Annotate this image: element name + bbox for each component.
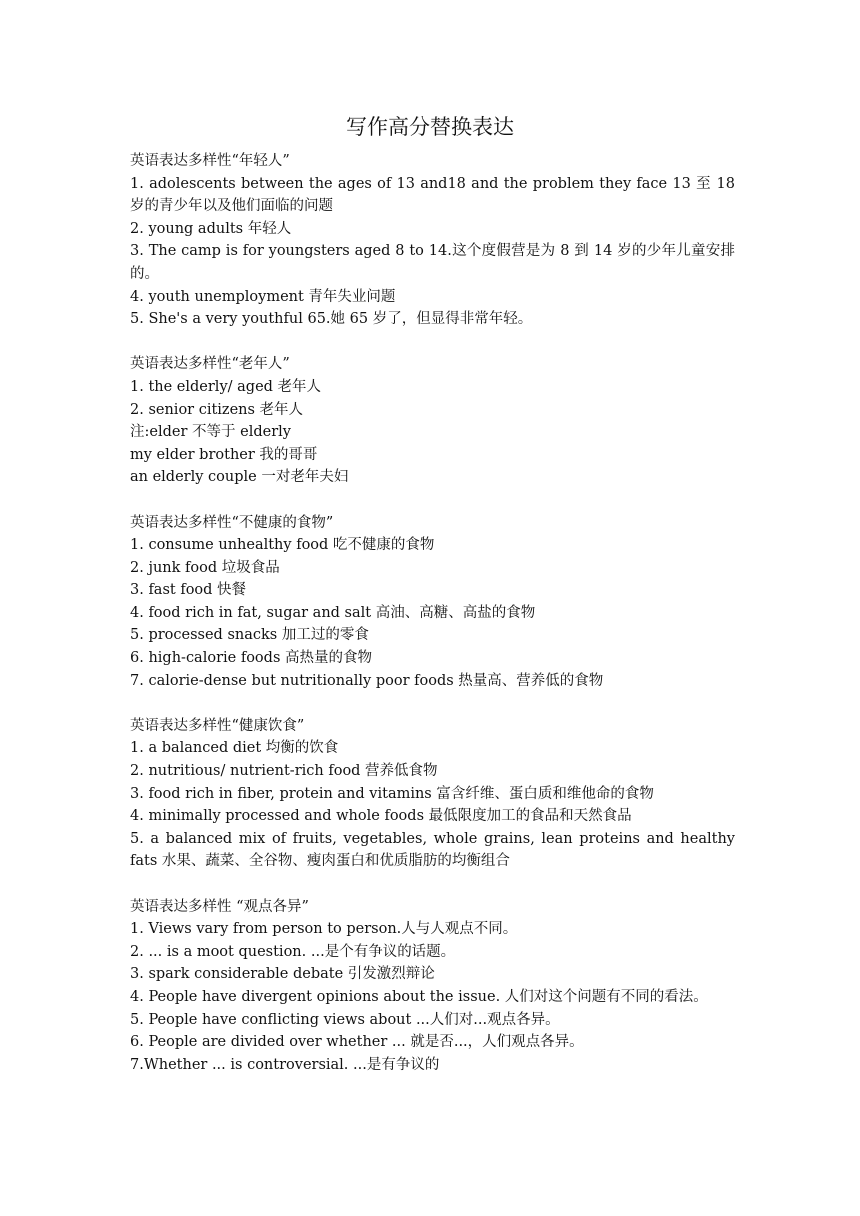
section-heading: 英语表达多样性“不健康的食物”	[130, 514, 334, 531]
page-title: 写作高分替换表达	[346, 115, 514, 139]
section-heading: 英语表达多样性“健康饮食”	[130, 717, 305, 734]
section-unhealthy-food	[130, 512, 735, 693]
list-item: 5. People have conflicting views about ...人们对...观点各异。	[130, 1011, 560, 1028]
list-item: 3. spark considerable debate 引发激烈辩论	[130, 966, 435, 983]
list-item: 1. Views vary from person to person.人与人观点不同。	[130, 921, 518, 938]
list-item: 7.Whether ... is controversial. ...是有争议的	[130, 1056, 440, 1073]
list-item: 6. People are divided over whether ... 就是否...，人们观点各异。	[130, 1034, 584, 1051]
list-item: 1. consume unhealthy food 吃不健康的食物	[130, 537, 435, 554]
section-heading: 英语表达多样性“年轻人”	[130, 153, 290, 169]
list-item: 5. She's a very youthful 65.她 65 岁了，但显得非常年轻。	[130, 311, 533, 328]
section-divergent-views	[130, 896, 735, 1077]
section-healthy-diet	[130, 715, 735, 873]
list-item: 4. food rich in fat, sugar and salt 高油、高糖、高盐的食物	[130, 604, 536, 621]
list-item: 4. People have divergent opinions about the issue. 人们对这个问题有不同的看法。	[130, 988, 708, 1005]
document-body	[130, 150, 735, 1099]
list-item: 1. adolescents between the ages of 13 and18 and the problem they face 13 至 18 岁的青少年以及他们面临的问题	[130, 175, 735, 215]
section-elderly	[130, 353, 735, 489]
list-item: 3. food rich in fiber, protein and vitamins 富含纤维、蛋白质和维他命的食物	[130, 785, 654, 802]
list-item: 7. calorie-dense but nutritionally poor foods 热量高、营养低的食物	[130, 672, 604, 689]
list-item: 6. high-calorie foods 高热量的食物	[130, 650, 372, 667]
list-item: 2. young adults 年轻人	[130, 220, 292, 237]
list-item: 3. fast food 快餐	[130, 582, 247, 599]
list-item: 注:elder 不等于 elderly	[130, 424, 291, 441]
section-heading: 英语表达多样性“老年人”	[130, 356, 290, 373]
list-item: 5. a balanced mix of fruits, vegetables, whole grains, lean proteins and healthy fats 水果、蔬菜、全谷物、瘦肉蛋白和优质脂肪的均衡组合	[130, 830, 735, 870]
list-item: an elderly couple 一对老年夫妇	[130, 469, 349, 486]
list-item: 2. junk food 垃圾食品	[130, 559, 280, 576]
list-item: 5. processed snacks 加工过的零食	[130, 627, 369, 644]
list-item: 2. ... is a moot question. ...是个有争议的话题。	[130, 943, 456, 960]
list-item: 2. senior citizens 老年人	[130, 401, 304, 418]
list-item: 4. minimally processed and whole foods 最低限度加工的食品和天然食品	[130, 808, 632, 825]
list-item: 3. The camp is for youngsters aged 8 to 14.这个度假营是为 8 到 14 岁的少年儿童安排的。	[130, 243, 735, 282]
list-item: 1. the elderly/ aged 老年人	[130, 378, 322, 395]
list-item: my elder brother 我的哥哥	[130, 446, 318, 463]
section-heading: 英语表达多样性 “观点各异”	[130, 898, 309, 915]
list-item: 4. youth unemployment 青年失业问题	[130, 288, 396, 305]
list-item: 2. nutritious/ nutrient-rich food 营养低食物	[130, 763, 438, 780]
section-young-people	[130, 150, 735, 331]
list-item: 1. a balanced diet 均衡的饮食	[130, 740, 339, 757]
